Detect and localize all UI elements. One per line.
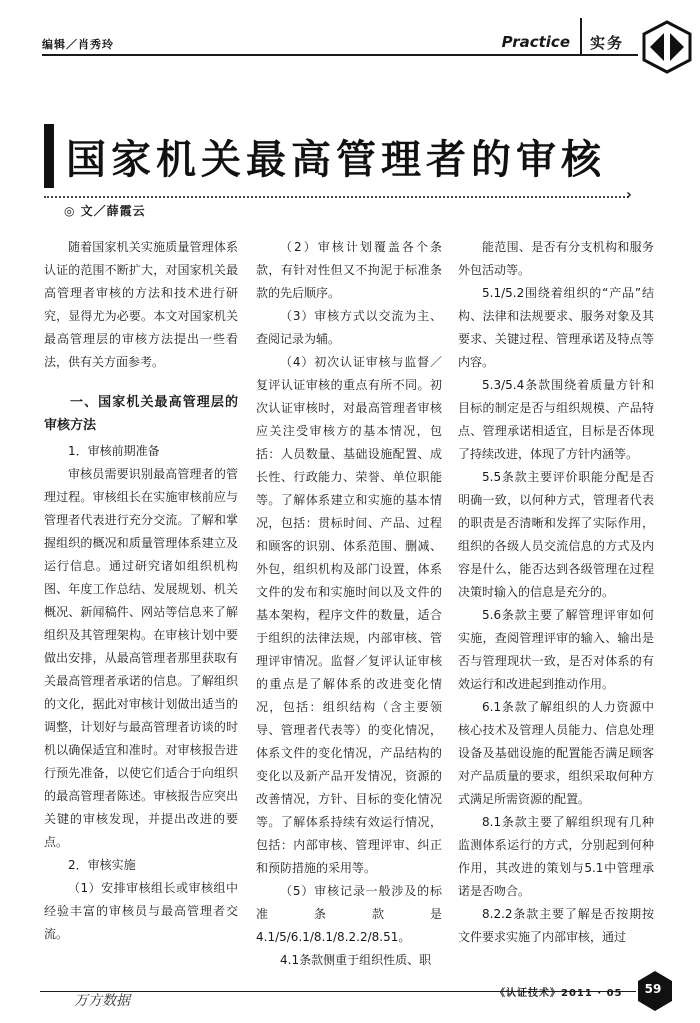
body-paragraph: （4）初次认证审核与监督／复评认证审核的重点有所不同。初次认证审核时，对最高管理者审核应关注受审核方的基本情况，包括：人员数量、基础设施配置、成长性、行政能力、荣誉、单位职能等。了解体系建立和实施的基本情况，包括：贯标时间、产品、过程和顾客的识别、体系范围、删减、外包，组织机构及部门设置，体系文件的发布和实施时间以及文件的基本架构，程序文件的数量，适合于组织的法律法规，内部审核、管理评审情况。监督／复评认证审核的重点是了解体系的改进变化情况，包括：组织结构（含主要领导、管理者代表等）的变化情况，体系文件的变化情况，产品结构的变化以及新产品开发情况，资源的改善情况，方针、目标的变化情况等。了解体系持续有效运行情况，包括：内部审核、管理评审、纠正和预防措施的采用等。 bbox=[256, 355, 442, 875]
rule-arrow-icon: › bbox=[626, 187, 632, 203]
section-heading: 一、国家机关最高管理层的审核方法 bbox=[44, 395, 238, 433]
author-line bbox=[64, 202, 146, 219]
header-bar bbox=[42, 32, 638, 56]
body-paragraph: 4.1条款侧重于组织性质、职 bbox=[280, 953, 432, 967]
body-paragraph: （1）安排审核组长或审核组中经验丰富的审核员与最高管理者交流。 bbox=[44, 881, 238, 941]
title-block bbox=[44, 124, 644, 203]
body-paragraph: 能范围、是否有分支机构和服务外包活动等。 bbox=[458, 240, 654, 277]
body-paragraph: 5.3/5.4条款围绕着质量方针和目标的制定是否与组织规模、产品特点、管理承诺相适宜，目标是否体现了持续改进，体现了方针内涵等。 bbox=[458, 378, 654, 461]
body-paragraph: 5.6条款主要了解管理评审如何实施，查阅管理评审的输入、输出是否与管理现状一致，是否对体系的有效运行和改进起到推动作用。 bbox=[458, 608, 654, 691]
body-paragraph: 6.1条款了解组织的人力资源中核心技术及管理人员能力、信息处理设备及基础设施的配置能否满足顾客对产品质量的要求，组织采取何种方式满足所需资源的配置。 bbox=[458, 700, 654, 806]
watermark-text: 万方数据 bbox=[74, 993, 130, 1009]
column-1 bbox=[44, 236, 238, 946]
body-paragraph: 随着国家机关实施质量管理体系认证的范围不断扩大，对国家机关最高管理者审核的方法和技术进行研究，显得尤为必要。本文对国家机关最高管理层的审核方法提出一些看法，供有关方面参考。 bbox=[44, 240, 238, 369]
body-paragraph: 审核员需要识别最高管理者的管理过程。审核组长在实施审核前应与管理者代表进行充分交流。了解和掌握组织的概况和质量管理体系建立及运行信息。通过研究诸如组织机构图、年度工作总结、发展规划、机关概况、新闻稿件、网站等信息来了解组织及其管理架构。在审核计划中要做出安排，从最高管理者那里获取有关最高管理者承诺的信息。了解组织的文化，据此对审核计划做出适当的调整，计划好与最高管理者访谈的时机以确保适宜和准时。对审核报告进行预先准备，以使它们适合于向组织的最高管理者陈述。审核报告应突出关键的审核发现，并提出改进的要点。 bbox=[44, 467, 238, 849]
article-title: 国家机关最高管理者的审核 bbox=[66, 137, 606, 183]
author-name: 文／薛霞云 bbox=[80, 204, 146, 218]
body-paragraph: 5.1/5.2围绕着组织的“产品”结构、法律和法规要求、服务对象及其要求、关键过程、管理承诺及特点等内容。 bbox=[458, 286, 654, 369]
author-bullet-icon: ◎ bbox=[64, 204, 81, 218]
body-paragraph: （2）审核计划覆盖各个条款，有针对性但又不拘泥于标准条款的先后顺序。 bbox=[256, 240, 442, 300]
body-paragraph: （5）审核记录一般涉及的标准条款是4.1/5/6.1/8.1/8.2.2/8.51。 bbox=[256, 884, 442, 944]
subsection-heading: 2．审核实施 bbox=[68, 858, 136, 872]
section-hexagon-icon bbox=[640, 20, 694, 74]
section-label-english: Practice bbox=[501, 33, 570, 51]
header-separator bbox=[580, 18, 582, 56]
section-label: 实务 bbox=[589, 34, 624, 52]
journal-citation: 《认证技术》2011 · 05 bbox=[495, 988, 623, 999]
editor-credit: 编辑／肖秀玲 bbox=[42, 38, 114, 51]
title-dotted-rule bbox=[44, 196, 629, 198]
column-2 bbox=[256, 236, 442, 972]
subsection-heading: 1．审核前期准备 bbox=[68, 444, 160, 458]
column-3 bbox=[458, 236, 654, 949]
page-number: 59 bbox=[644, 982, 662, 996]
body-paragraph: 5.5条款主要评价职能分配是否明确一致，以何种方式，管理者代表的职责是否清晰和发挥了实际作用，组织的各级人员交流信息的方式及内容是什么，能否达到各级管理在过程决策时输入的信息是充分的。 bbox=[458, 470, 654, 599]
title-accent-bar bbox=[44, 124, 54, 188]
body-paragraph: （3）审核方式以交流为主、查阅记录为辅。 bbox=[256, 309, 442, 346]
body-paragraph: 8.1条款主要了解组织现有几种监测体系运行的方式，分别起到何种作用，其改进的策划与5.1中管理承诺是否吻合。 bbox=[458, 815, 654, 898]
body-paragraph: 8.2.2条款主要了解是否按期按文件要求实施了内部审核，通过 bbox=[458, 907, 654, 944]
